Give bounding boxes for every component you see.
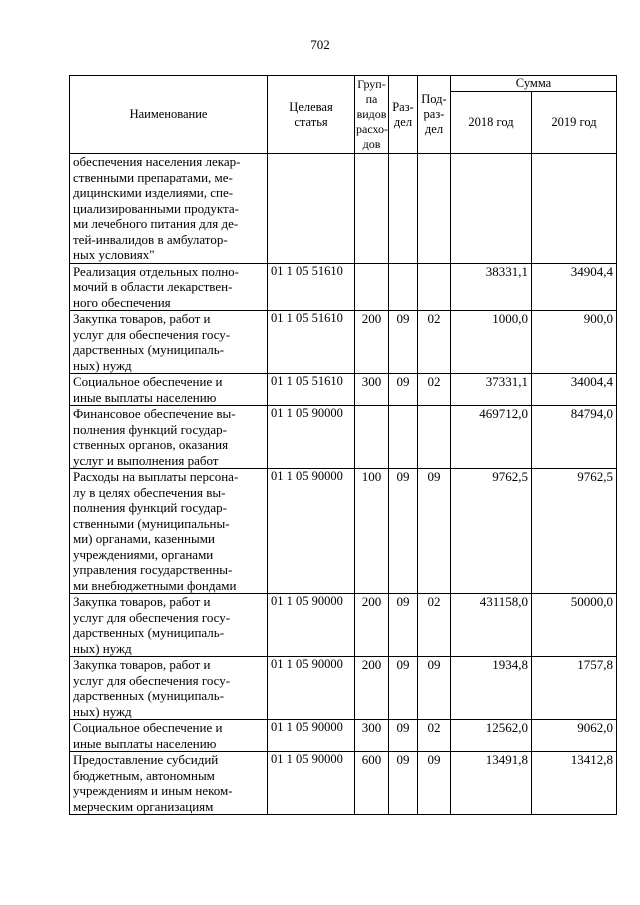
row-sum-2019: 34004,4: [532, 374, 617, 406]
row-section: 09: [389, 374, 418, 406]
header-section: Раз- дел: [389, 76, 418, 154]
table-row: [70, 154, 617, 264]
row-target-code: 01 1 05 51610: [268, 374, 355, 406]
row-expense-group: 300: [355, 720, 389, 752]
row-name: Расходы на выплаты персона- лу в целях обеспечения вы- полнения функций государ- ственными (муниципальны- ми) органами, казенными учреждениями, органами управления государственны- ми внебюджетными фондами: [70, 469, 268, 594]
row-sum-2018: 37331,1: [451, 374, 532, 406]
row-sum-2019: 1757,8: [532, 657, 617, 720]
row-sum-2018: 1934,8: [451, 657, 532, 720]
row-expense-group: 300: [355, 374, 389, 406]
row-section: 09: [389, 311, 418, 374]
row-sum-2018: 38331,1: [451, 263, 532, 311]
row-subsection: 09: [418, 752, 451, 815]
row-expense-group: 600: [355, 752, 389, 815]
row-sum-2018: 9762,5: [451, 469, 532, 594]
table-row: [70, 311, 617, 374]
budget-table: [69, 75, 617, 815]
row-sum-2019: 84794,0: [532, 406, 617, 469]
row-target-code: 01 1 05 90000: [268, 594, 355, 657]
page-number: 702: [310, 37, 330, 52]
row-subsection: [418, 154, 451, 264]
header-sum: Сумма: [451, 76, 617, 92]
row-target-code: 01 1 05 90000: [268, 406, 355, 469]
row-target-code: 01 1 05 90000: [268, 720, 355, 752]
row-subsection: 02: [418, 720, 451, 752]
row-expense-group: [355, 154, 389, 264]
table-body: [70, 154, 617, 815]
row-sum-2018: 469712,0: [451, 406, 532, 469]
row-subsection: [418, 263, 451, 311]
row-target-code: 01 1 05 51610: [268, 263, 355, 311]
table-row: [70, 374, 617, 406]
row-sum-2018: 12562,0: [451, 720, 532, 752]
row-sum-2019: 13412,8: [532, 752, 617, 815]
table-row: [70, 469, 617, 594]
table-row: [70, 657, 617, 720]
row-section: [389, 406, 418, 469]
row-name: Предоставление субсидий бюджетным, автономным учреждениям и иным неком- мерческим организациям: [70, 752, 268, 815]
row-expense-group: 200: [355, 311, 389, 374]
row-section: [389, 263, 418, 311]
row-target-code: 01 1 05 90000: [268, 657, 355, 720]
row-name: Социальное обеспечение и иные выплаты населению: [70, 374, 268, 406]
table-row: [70, 406, 617, 469]
header-year-2019: 2019 год: [532, 92, 617, 154]
row-subsection: 09: [418, 469, 451, 594]
row-name: обеспечения населения лекар- ственными препаратами, ме- дицинскими изделиями, спе- циализированными продукта- ми лечебного питания для де- тей-инвалидов в амбулатор- ных условиях": [70, 154, 268, 264]
row-section: 09: [389, 657, 418, 720]
row-name: Финансовое обеспечение вы- полнения функций государ- ственных органов, оказания услуг и выполнения работ: [70, 406, 268, 469]
row-sum-2019: 50000,0: [532, 594, 617, 657]
row-target-code: 01 1 05 51610: [268, 311, 355, 374]
row-sum-2019: [532, 154, 617, 264]
row-target-code: [268, 154, 355, 264]
row-sum-2019: 9062,0: [532, 720, 617, 752]
table-header: [70, 76, 617, 154]
row-sum-2018: 13491,8: [451, 752, 532, 815]
header-subsection: Под- раз- дел: [418, 76, 451, 154]
row-section: [389, 154, 418, 264]
row-name: Закупка товаров, работ и услуг для обеспечения госу- дарственных (муниципаль- ных) нужд: [70, 594, 268, 657]
row-expense-group: 200: [355, 594, 389, 657]
row-subsection: [418, 406, 451, 469]
row-subsection: 02: [418, 311, 451, 374]
row-sum-2019: 900,0: [532, 311, 617, 374]
table-row: [70, 720, 617, 752]
table-row: [70, 752, 617, 815]
row-sum-2019: 34904,4: [532, 263, 617, 311]
table-row: [70, 594, 617, 657]
row-section: 09: [389, 469, 418, 594]
row-subsection: 02: [418, 594, 451, 657]
row-name: Закупка товаров, работ и услуг для обеспечения госу- дарственных (муниципаль- ных) нужд: [70, 311, 268, 374]
row-target-code: 01 1 05 90000: [268, 752, 355, 815]
header-name: Наименование: [70, 76, 268, 154]
row-sum-2019: 9762,5: [532, 469, 617, 594]
row-sum-2018: 431158,0: [451, 594, 532, 657]
row-target-code: 01 1 05 90000: [268, 469, 355, 594]
row-sum-2018: 1000,0: [451, 311, 532, 374]
row-section: 09: [389, 752, 418, 815]
row-name: Закупка товаров, работ и услуг для обеспечения госу- дарственных (муниципаль- ных) нужд: [70, 657, 268, 720]
header-group: Груп- па видов расхо- дов: [355, 76, 389, 154]
row-sum-2018: [451, 154, 532, 264]
row-subsection: 09: [418, 657, 451, 720]
row-expense-group: [355, 406, 389, 469]
row-section: 09: [389, 720, 418, 752]
header-year-2018: 2018 год: [451, 92, 532, 154]
table-row: [70, 263, 617, 311]
row-expense-group: 200: [355, 657, 389, 720]
row-name: Реализация отдельных полно- мочий в области лекарствен- ного обеспечения: [70, 263, 268, 311]
row-subsection: 02: [418, 374, 451, 406]
row-name: Социальное обеспечение и иные выплаты населению: [70, 720, 268, 752]
header-target: Целевая статья: [268, 76, 355, 154]
row-expense-group: 100: [355, 469, 389, 594]
row-section: 09: [389, 594, 418, 657]
row-expense-group: [355, 263, 389, 311]
